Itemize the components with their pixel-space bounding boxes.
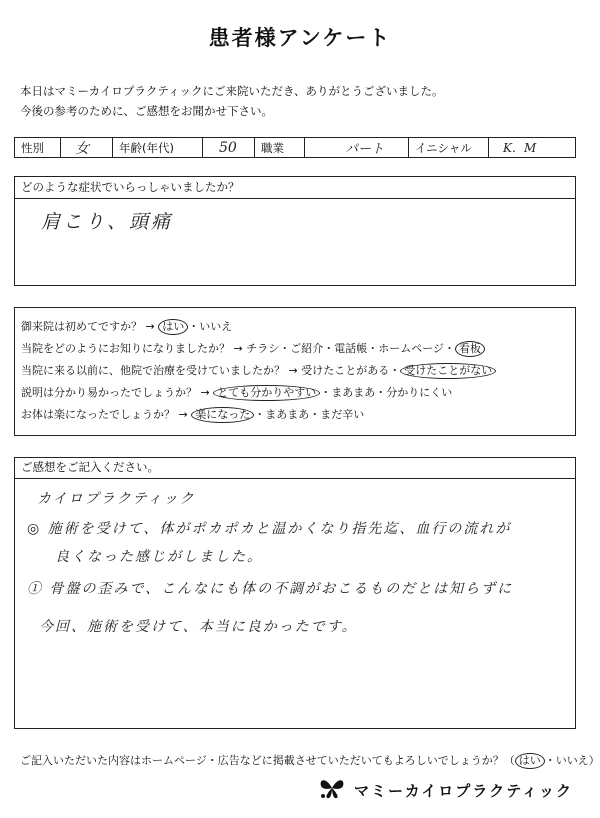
question-first-visit: 御来院は初めてですか？ → はい ・いいえ [21, 320, 233, 333]
info-row [14, 137, 576, 158]
comments-label: ご感想をご記入ください。 [15, 458, 575, 479]
symptoms-box [14, 176, 576, 286]
intro-line-2: 今後の参考のために、ご感想をお聞かせ下さい。 [20, 104, 273, 118]
job-value[interactable]: パート [305, 138, 409, 157]
circled-answer[interactable]: 楽になった [191, 407, 254, 423]
initial-label: イニシャル [409, 138, 489, 157]
consent-yes[interactable]: はい [515, 753, 545, 769]
comment-line: 今回、施術を受けて、本当に良かったです。 [39, 619, 358, 635]
question-explanation: 説明は分かり易かったでしょうか？ → とても分かりやすい ・まあまあ・分かりにくい [21, 386, 453, 399]
comment-line: ① 骨盤の歪みで、こんなにも体の不調がおこるものだとは知らずに [27, 581, 514, 597]
job-label: 職業 [255, 138, 305, 157]
circled-answer[interactable]: はい [158, 319, 188, 335]
comments-box [14, 457, 576, 729]
question-how-found: 当院をどのようにお知りになりましたか？ → チラシ・ご紹介・電話帳・ホームページ・ 看板 [21, 340, 485, 357]
initial-value[interactable]: K．M [503, 141, 537, 155]
comment-line: 良くなった感じがしました。 [55, 549, 263, 565]
comment-line: カイロプラクティック [37, 491, 196, 507]
clinic-logo [318, 775, 573, 805]
circled-answer[interactable]: 受けたことがない [400, 363, 496, 379]
comment-line: ◎ 施術を受けて、体がポカポカと温かくなり指先迄、血行の流れが [27, 521, 512, 537]
question-other-clinic: 当院に来る以前に、他院で治療を受けていましたか？ → 受けたことがある・ 受けたことがない [21, 362, 496, 379]
page-title: 患者様アンケート [208, 26, 392, 50]
question-body-relief: お体は楽になったでしょうか？ → 楽になった ・まあまあ・まだ辛い [21, 408, 365, 421]
symptoms-question: どのような症状でいらっしゃいましたか？ [15, 177, 575, 199]
gender-value[interactable]: 女 [61, 138, 113, 157]
consent-question: ご記入いただいた内容はホームページ・広告などに掲載させていただいてもよろしいでしょうか？（ はい ・いいえ） [20, 754, 600, 767]
symptoms-answer[interactable]: 肩こり、頭痛 [41, 211, 174, 233]
questions-box [14, 307, 576, 436]
butterfly-icon [318, 775, 346, 805]
age-value[interactable]: 50 [203, 138, 255, 157]
logo-text: マミーカイロプラクティック [354, 781, 574, 800]
circled-answer[interactable]: とても分かりやすい [213, 385, 320, 401]
age-label: 年齢(年代) [113, 138, 203, 157]
gender-label: 性別 [15, 138, 61, 157]
intro-line-1: 本日はマミーカイロプラクティックにご来院いただき、ありがとうございました。 [20, 84, 444, 98]
circled-answer[interactable]: 看板 [455, 341, 485, 357]
